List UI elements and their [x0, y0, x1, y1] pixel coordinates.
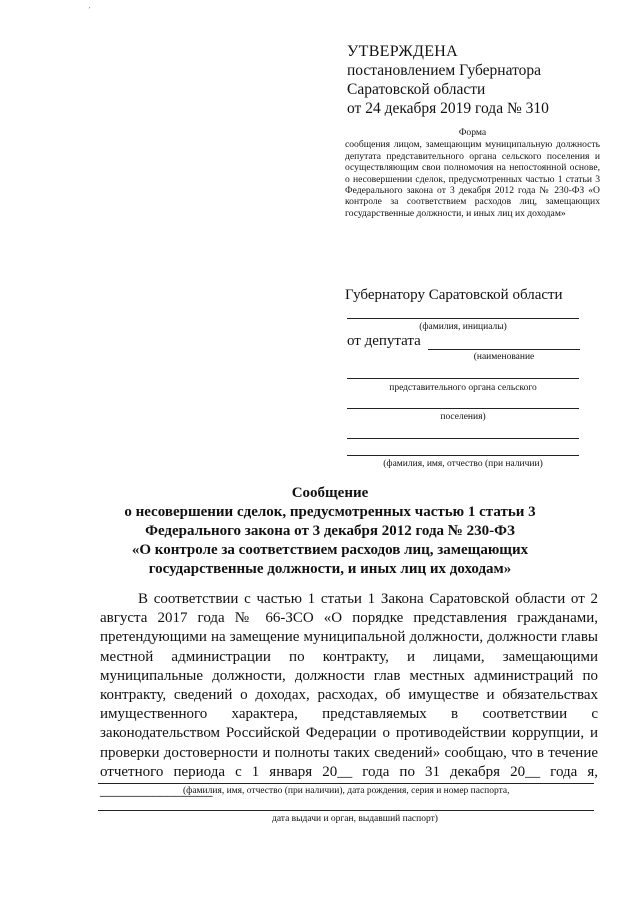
organ-field[interactable] [347, 378, 579, 379]
approval-line-2: Саратовской области [347, 81, 486, 98]
settlement-caption: поселения) [440, 412, 486, 422]
message-title-block [100, 484, 560, 579]
form-header [345, 127, 600, 219]
message-subtitle-1: о несовершении сделок, предусмотренных частью 1 статьи 3 [124, 504, 536, 520]
body-paragraph: В соответствии с частью 1 статьи 1 Закона Саратовской области от 2 августа 2017 года № 66-ЗСО «О порядке представления гражданами, претендующими на замещение муниципальной должности, должности главы местной администрации по контракту, и лицами, замещающими муниципальные должности, должности глав местных администраций по контракту, сведений о доходах, расходах, об имуществе и обязательствах имущественного характера, представляемых в соответствии с законодательством Российской Федерации о противодействии коррупции, и проверки достоверности и полноты таких сведений» сообщаю, что в течение отчетного периода с 1 января 20__ года по 31 декабря 20__ года я, _______________ [100, 591, 598, 800]
message-subtitle-3: «О контроле за соответствием расходов лиц, замещающих [131, 542, 529, 558]
personal-data-caption: (фамилия, имя, отчество (при наличии), дата рождения, серия и номер паспорта, [183, 786, 510, 796]
message-subtitle-2: Федерального закона от 3 декабря 2012 года № 230-ФЗ [145, 523, 515, 539]
initials-field[interactable] [347, 318, 579, 319]
fio-caption: (фамилия, имя, отчество (при наличии) [383, 459, 543, 469]
personal-data-field[interactable] [98, 783, 594, 784]
initials-caption: (фамилия, инициалы) [419, 322, 507, 332]
deputy-name-field[interactable] [428, 349, 580, 350]
message-subtitle-4: государственные должности, и иных лиц их доходам» [148, 561, 512, 577]
passport-field[interactable] [98, 810, 594, 811]
from-deputy-label: от депутата [347, 333, 421, 349]
approval-heading: УТВЕРЖДЕНА [347, 43, 459, 60]
approval-stamp [347, 42, 607, 118]
approval-line-3: от 24 декабря 2019 года № 310 [347, 100, 549, 117]
addressee-title: Губернатору Саратовской области [345, 287, 563, 303]
passport-caption: дата выдачи и орган, выдавший паспорт) [272, 814, 438, 824]
fio-field-2[interactable] [347, 455, 579, 456]
form-description: сообщения лицом, замещающим муниципальную должность депутата представительного органа сельского поселения и осуществляющим свои полномочия на непостоянной основе, о несовершении сделок, предусмотренных частью 1 статьи 3 Федерального закона от 3 декабря 2012 года № 230-ФЗ «О контроле за соответствием расходов лиц, замещающих государственные должности, и иных лиц их доходам» [345, 139, 600, 219]
organ-caption: представительного органа сельского [389, 383, 537, 393]
name-caption: (наименование [473, 352, 535, 362]
approval-line-1: постановлением Губернатора [347, 62, 542, 79]
form-title: Форма [458, 127, 487, 138]
message-body [100, 590, 598, 801]
fio-field-1[interactable] [347, 438, 579, 439]
settlement-field[interactable] [347, 408, 579, 409]
message-title: Сообщение [291, 485, 369, 501]
scan-mark: ˊ [88, 6, 91, 15]
